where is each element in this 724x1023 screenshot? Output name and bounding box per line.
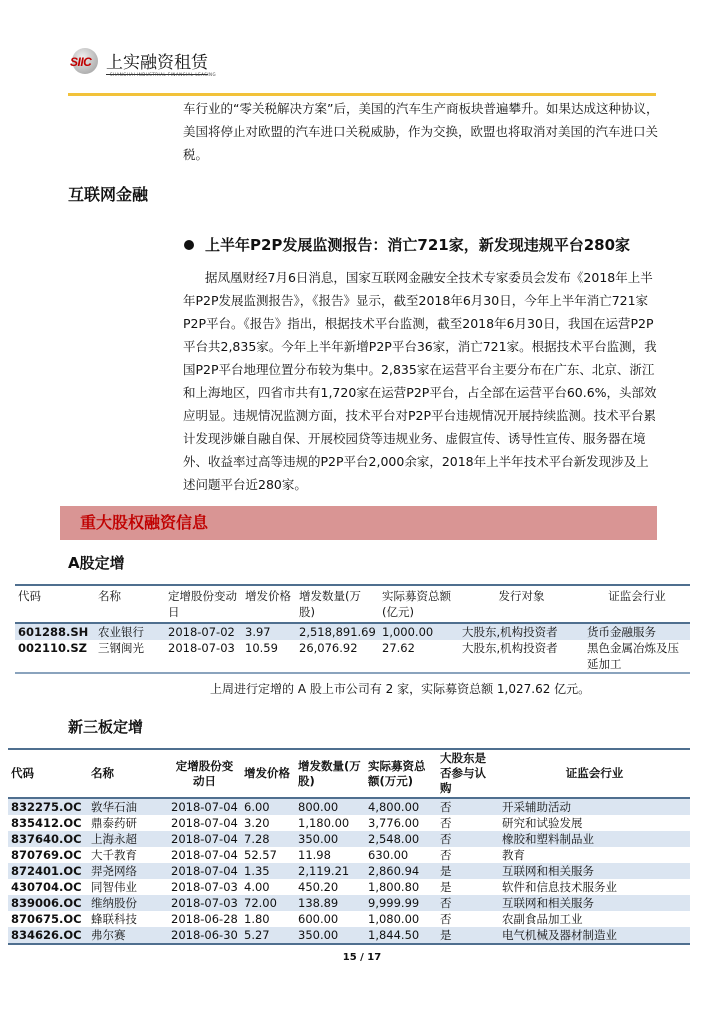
table-row (8, 863, 690, 879)
table-cell: 002110.SZ (18, 641, 87, 655)
neeq-heading: 新三板定增 (68, 718, 144, 736)
table-cell: 同智伟业 (91, 880, 137, 894)
intro-paragraph: 车行业的“零关税解决方案”后，美国的汽车生产商板块普遍攀升。如果达成这种协议，美国将停止对欧盟的汽车进口关税威胁，作为交换，欧盟也将取消对美国的汽车进口关税。 (183, 101, 659, 162)
section-heading-internet-finance: 互联网金融 (68, 185, 149, 204)
table-cell: 上海永超 (91, 832, 137, 846)
table-cell: 2,119.21 (298, 864, 350, 878)
column-header: 代码 (11, 766, 34, 780)
news-title-line (184, 234, 724, 256)
table-cell: 三钢闽光 (98, 641, 144, 655)
table-cell: 橡胶和塑料制品业 (502, 832, 594, 846)
table-header-row (8, 749, 690, 798)
table-cell: 2,548.00 (368, 832, 420, 846)
column-header: 大股东是否参与认购 (440, 751, 486, 795)
column-header: 增发价格 (245, 589, 291, 603)
table-cell: 羿尧网络 (91, 864, 137, 878)
table-cell: 是 (440, 880, 452, 894)
table-cell: 1.80 (244, 912, 270, 926)
table-cell: 互联网和相关服务 (502, 896, 594, 910)
table-cell: 430704.OC (11, 880, 82, 894)
table-cell: 11.98 (298, 848, 331, 862)
table-cell: 800.00 (298, 800, 339, 814)
table-cell: 1,180.00 (298, 816, 350, 830)
table-cell: 大股东,机构投资者 (462, 641, 558, 655)
table-cell: 3.20 (244, 816, 270, 830)
table-cell: 维纳股份 (91, 896, 137, 910)
news-title: 上半年P2P发展监测报告：消亡721家，新发现违规平台280家 (205, 236, 631, 254)
table-cell: 870769.OC (11, 848, 82, 862)
table-cell: 1,080.00 (368, 912, 420, 926)
column-header: 代码 (18, 589, 41, 603)
table-cell: 5.27 (244, 928, 270, 942)
table-header-row (15, 585, 690, 623)
table-cell: 9,999.99 (368, 896, 420, 910)
table-cell: 否 (440, 816, 452, 830)
table-row (8, 911, 690, 927)
column-header: 发行对象 (498, 589, 545, 603)
section-banner-title: 重大股权融资信息 (80, 513, 209, 532)
table-cell: 601288.SH (18, 625, 89, 639)
table-cell: 2018-07-02 (168, 625, 235, 639)
column-header: 名称 (91, 766, 114, 780)
table-cell: 27.62 (382, 641, 415, 655)
table-cell: 蜂联科技 (91, 912, 137, 926)
column-header: 证监会行业 (608, 589, 666, 603)
table-cell: 是 (440, 864, 452, 878)
table-cell: 否 (440, 848, 452, 862)
company-logo (70, 48, 230, 80)
table-cell: 26,076.92 (299, 641, 358, 655)
table-cell: 否 (440, 800, 452, 814)
column-header: 定增股份变动日 (168, 589, 237, 619)
table-row (8, 879, 690, 895)
table-cell: 6.00 (244, 800, 270, 814)
column-header: 增发价格 (244, 766, 290, 780)
table-row (8, 831, 690, 847)
table-cell: 2018-07-04 (171, 864, 238, 878)
a-share-heading: A股定增 (68, 554, 125, 572)
table-cell: 2018-07-04 (171, 800, 238, 814)
page-content (0, 97, 724, 965)
table-cell: 2018-07-03 (168, 641, 235, 655)
table-row (15, 623, 690, 640)
table-cell: 2,518,891.69 (299, 625, 376, 639)
table-row (8, 815, 690, 831)
table-cell: 电气机械及器材制造业 (502, 928, 617, 942)
table-cell: 否 (440, 832, 452, 846)
table-cell: 839006.OC (11, 896, 82, 910)
table-cell: 52.57 (244, 848, 277, 862)
column-header: 证监会行业 (565, 766, 624, 780)
table-cell: 10.59 (245, 641, 278, 655)
table-cell: 834626.OC (11, 928, 82, 942)
column-header: 增发数量(万股) (299, 589, 361, 619)
logo-english-name: SHANGHAI INDUSTRIAL FINANCIAL LEASING (110, 72, 217, 77)
table-cell: 872401.OC (11, 864, 82, 878)
table-cell: 互联网和相关服务 (502, 864, 594, 878)
table-cell: 否 (440, 896, 452, 910)
a-share-summary: 上周进行定增的 A 股上市公司有 2 家，实际募资总额 1,027.62 亿元。 (210, 682, 591, 696)
table-row (15, 640, 690, 673)
column-header: 增发数量(万股) (298, 758, 361, 788)
table-cell: 2018-06-30 (171, 928, 238, 942)
table-cell: 2018-07-03 (171, 896, 238, 910)
table-cell: 1,000.00 (382, 625, 434, 639)
logo-mark: SIIC (70, 55, 92, 69)
neeq-table (8, 748, 690, 945)
logo-chinese-name: 上实融资租赁 (106, 48, 208, 75)
table-cell: 研究和试验发展 (502, 816, 583, 830)
table-cell: 敦华石油 (91, 800, 137, 814)
table-cell: 鼎泰药研 (91, 816, 137, 830)
table-cell: 弗尔赛 (91, 928, 126, 942)
table-cell: 835412.OC (11, 816, 82, 830)
table-cell: 是 (440, 928, 452, 942)
table-cell: 138.89 (298, 896, 339, 910)
table-cell: 630.00 (368, 848, 409, 862)
table-row (8, 798, 690, 815)
table-cell: 黑色金属冶炼及压延加工 (587, 641, 679, 671)
column-header: 实际募资总额(亿元) (382, 589, 451, 619)
table-cell: 870675.OC (11, 912, 82, 926)
table-row (8, 847, 690, 863)
table-cell: 832275.OC (11, 800, 82, 814)
a-share-table (15, 584, 690, 674)
table-cell: 4.00 (244, 880, 270, 894)
table-cell: 大股东,机构投资者 (462, 625, 558, 639)
table-cell: 72.00 (244, 896, 277, 910)
table-cell: 开采辅助活动 (502, 800, 571, 814)
table-cell: 350.00 (298, 832, 339, 846)
table-cell: 货币金融服务 (587, 625, 656, 639)
table-cell: 软件和信息技术服务业 (502, 880, 617, 894)
table-cell: 农业银行 (98, 625, 144, 639)
table-cell: 3.97 (245, 625, 271, 639)
column-header: 名称 (98, 589, 121, 603)
table-cell: 2018-07-04 (171, 832, 238, 846)
table-cell: 1,800.80 (368, 880, 420, 894)
table-cell: 450.20 (298, 880, 339, 894)
table-cell: 837640.OC (11, 832, 82, 846)
table-cell: 2018-07-04 (171, 848, 238, 862)
table-cell: 4,800.00 (368, 800, 420, 814)
table-cell: 7.28 (244, 832, 270, 846)
column-header: 实际募资总额(万元) (368, 758, 426, 788)
table-cell: 1,844.50 (368, 928, 420, 942)
news-body: 据凤凰财经7月6日消息，国家互联网金融安全技术专家委员会发布《2018年上半年P2P发展监测报告》，《报告》显示，截至2018年6月30日，今年上半年消亡721家P2P平台。《报告》指出，根据技术平台监测，截至2018年6月30日，我国在运营P2P平台共2,835家。今年上半年新增P2P平台36家，消亡721家。根据技术平台监测，我国P2P平台地理位置分布较为集中。2,835家在运营平台主要分布在广东、北京、浙江和上海地区，四省市共有1,720家在运营P2P平台，占全部在运营平台60.6%，头部效应明显。违规情况监测方面，技术平台对P2P平台违规情况开展持续监测。技术平台累计发现涉嫌自融自保、开展校园贷等违规业务、虚假宣传、诱导性宣传、服务器在境外、收益率过高等违规的P2P平台2,000余家，2018年上半年技术平台新发现涉及上述问题平台近280家。 (183, 270, 657, 492)
bullet-icon (184, 240, 194, 250)
table-cell: 教育 (502, 848, 525, 862)
table-cell: 2018-07-04 (171, 816, 238, 830)
table-cell: 1.35 (244, 864, 270, 878)
table-cell: 350.00 (298, 928, 339, 942)
table-row (8, 927, 690, 944)
page-header (0, 0, 724, 97)
table-cell: 2,860.94 (368, 864, 420, 878)
table-cell: 600.00 (298, 912, 339, 926)
table-cell: 3,776.00 (368, 816, 420, 830)
section-banner (60, 506, 657, 540)
page-number: 15 / 17 (342, 952, 382, 963)
table-row (8, 895, 690, 911)
table-cell: 否 (440, 912, 452, 926)
header-rule (68, 93, 656, 96)
table-cell: 农副食品加工业 (502, 912, 583, 926)
table-cell: 2018-06-28 (171, 912, 238, 926)
table-cell: 2018-07-03 (171, 880, 238, 894)
table-cell: 大千教育 (91, 848, 137, 862)
column-header: 定增股份变动日 (175, 758, 234, 788)
